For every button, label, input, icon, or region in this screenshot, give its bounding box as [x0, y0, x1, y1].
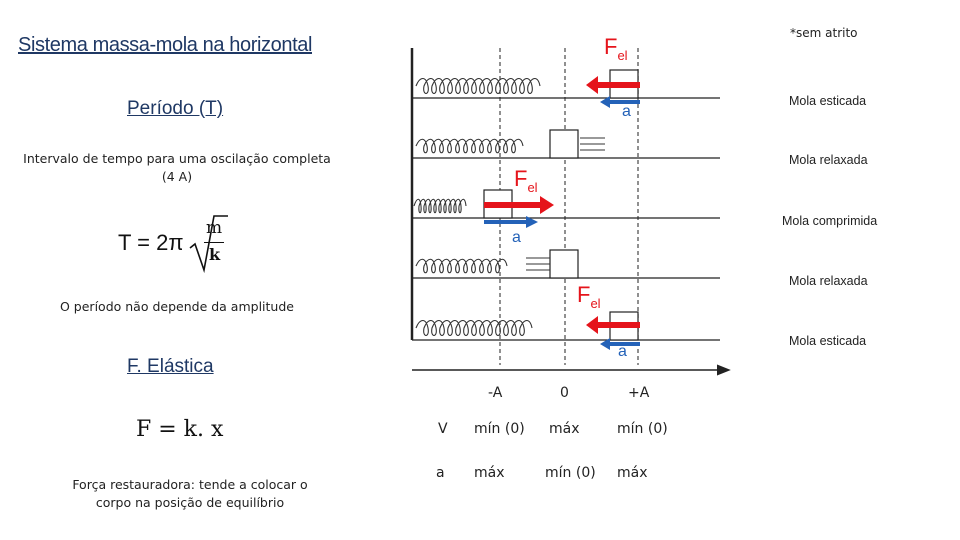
formula-denominator: k — [209, 245, 221, 264]
state-label-4: Mola relaxada — [789, 274, 868, 288]
period-independence: O período não depende da amplitude — [60, 299, 294, 314]
state-label-5: Mola esticada — [789, 334, 867, 348]
spring-4 — [416, 259, 507, 273]
state-row-stretched-2 — [412, 312, 720, 350]
restoring-force — [48, 476, 332, 512]
force-label-5: $F_{el}$ — [577, 282, 601, 311]
accel-label-1: a — [622, 103, 631, 120]
state-label-3: Mola comprimida — [782, 214, 878, 228]
velocity-plus-a: mín (0) — [617, 421, 668, 437]
period-definition-line1: Intervalo de tempo para uma oscilação completa — [23, 151, 331, 166]
restoring-force-line1: Força restauradora: tende a colocar o — [72, 477, 308, 492]
period-definition — [14, 150, 340, 186]
state-row-stretched — [412, 70, 720, 108]
mass-block-2 — [550, 130, 578, 158]
row-label-acceleration: a — [436, 465, 445, 481]
mass-block-4 — [550, 250, 578, 278]
force-label-1: $F_{el}$ — [604, 34, 628, 63]
spring-1 — [416, 79, 540, 94]
state-label-2: Mola relaxada — [789, 153, 868, 167]
spring-mass-diagram — [400, 30, 740, 380]
accel-label-3: a — [512, 229, 521, 246]
axis-label-plus-a: +A — [628, 385, 650, 401]
accel-label-5: a — [618, 343, 627, 360]
acceleration-plus-a: máx — [617, 465, 648, 481]
velocity-minus-a: mín (0) — [474, 421, 525, 437]
velocity-zero: máx — [549, 421, 580, 437]
elastic-formula: F = k. x — [136, 417, 224, 442]
fraction-bar — [204, 242, 224, 243]
row-label-velocity: V — [438, 421, 448, 437]
state-label-1: Mola esticada — [789, 94, 867, 108]
acceleration-minus-a: máx — [474, 465, 505, 481]
force-label-3: $F_{el}$ — [514, 166, 538, 195]
restoring-force-line2: corpo na posição de equilíbrio — [95, 495, 285, 510]
spring-5 — [416, 321, 532, 336]
period-formula-lhs: T = 2π — [118, 230, 184, 255]
axis-label-minus-a: -A — [488, 385, 503, 401]
period-heading: Período (T) — [127, 98, 224, 119]
state-row-compressed — [412, 190, 720, 228]
period-formula — [118, 214, 238, 274]
axis-label-zero: 0 — [560, 385, 569, 401]
period-definition-line2: (4 A) — [161, 169, 193, 184]
spring-3 — [414, 199, 466, 213]
formula-numerator: m — [206, 218, 223, 238]
page-title: Sistema massa-mola na horizontal — [18, 34, 312, 56]
frictionless-note: *sem atrito — [790, 26, 858, 40]
acceleration-zero: mín (0) — [545, 465, 596, 481]
state-row-relaxed-2 — [412, 250, 720, 278]
elastic-heading: F. Elástica — [127, 356, 214, 377]
spring-2 — [416, 139, 523, 153]
state-row-relaxed-1 — [412, 130, 720, 158]
